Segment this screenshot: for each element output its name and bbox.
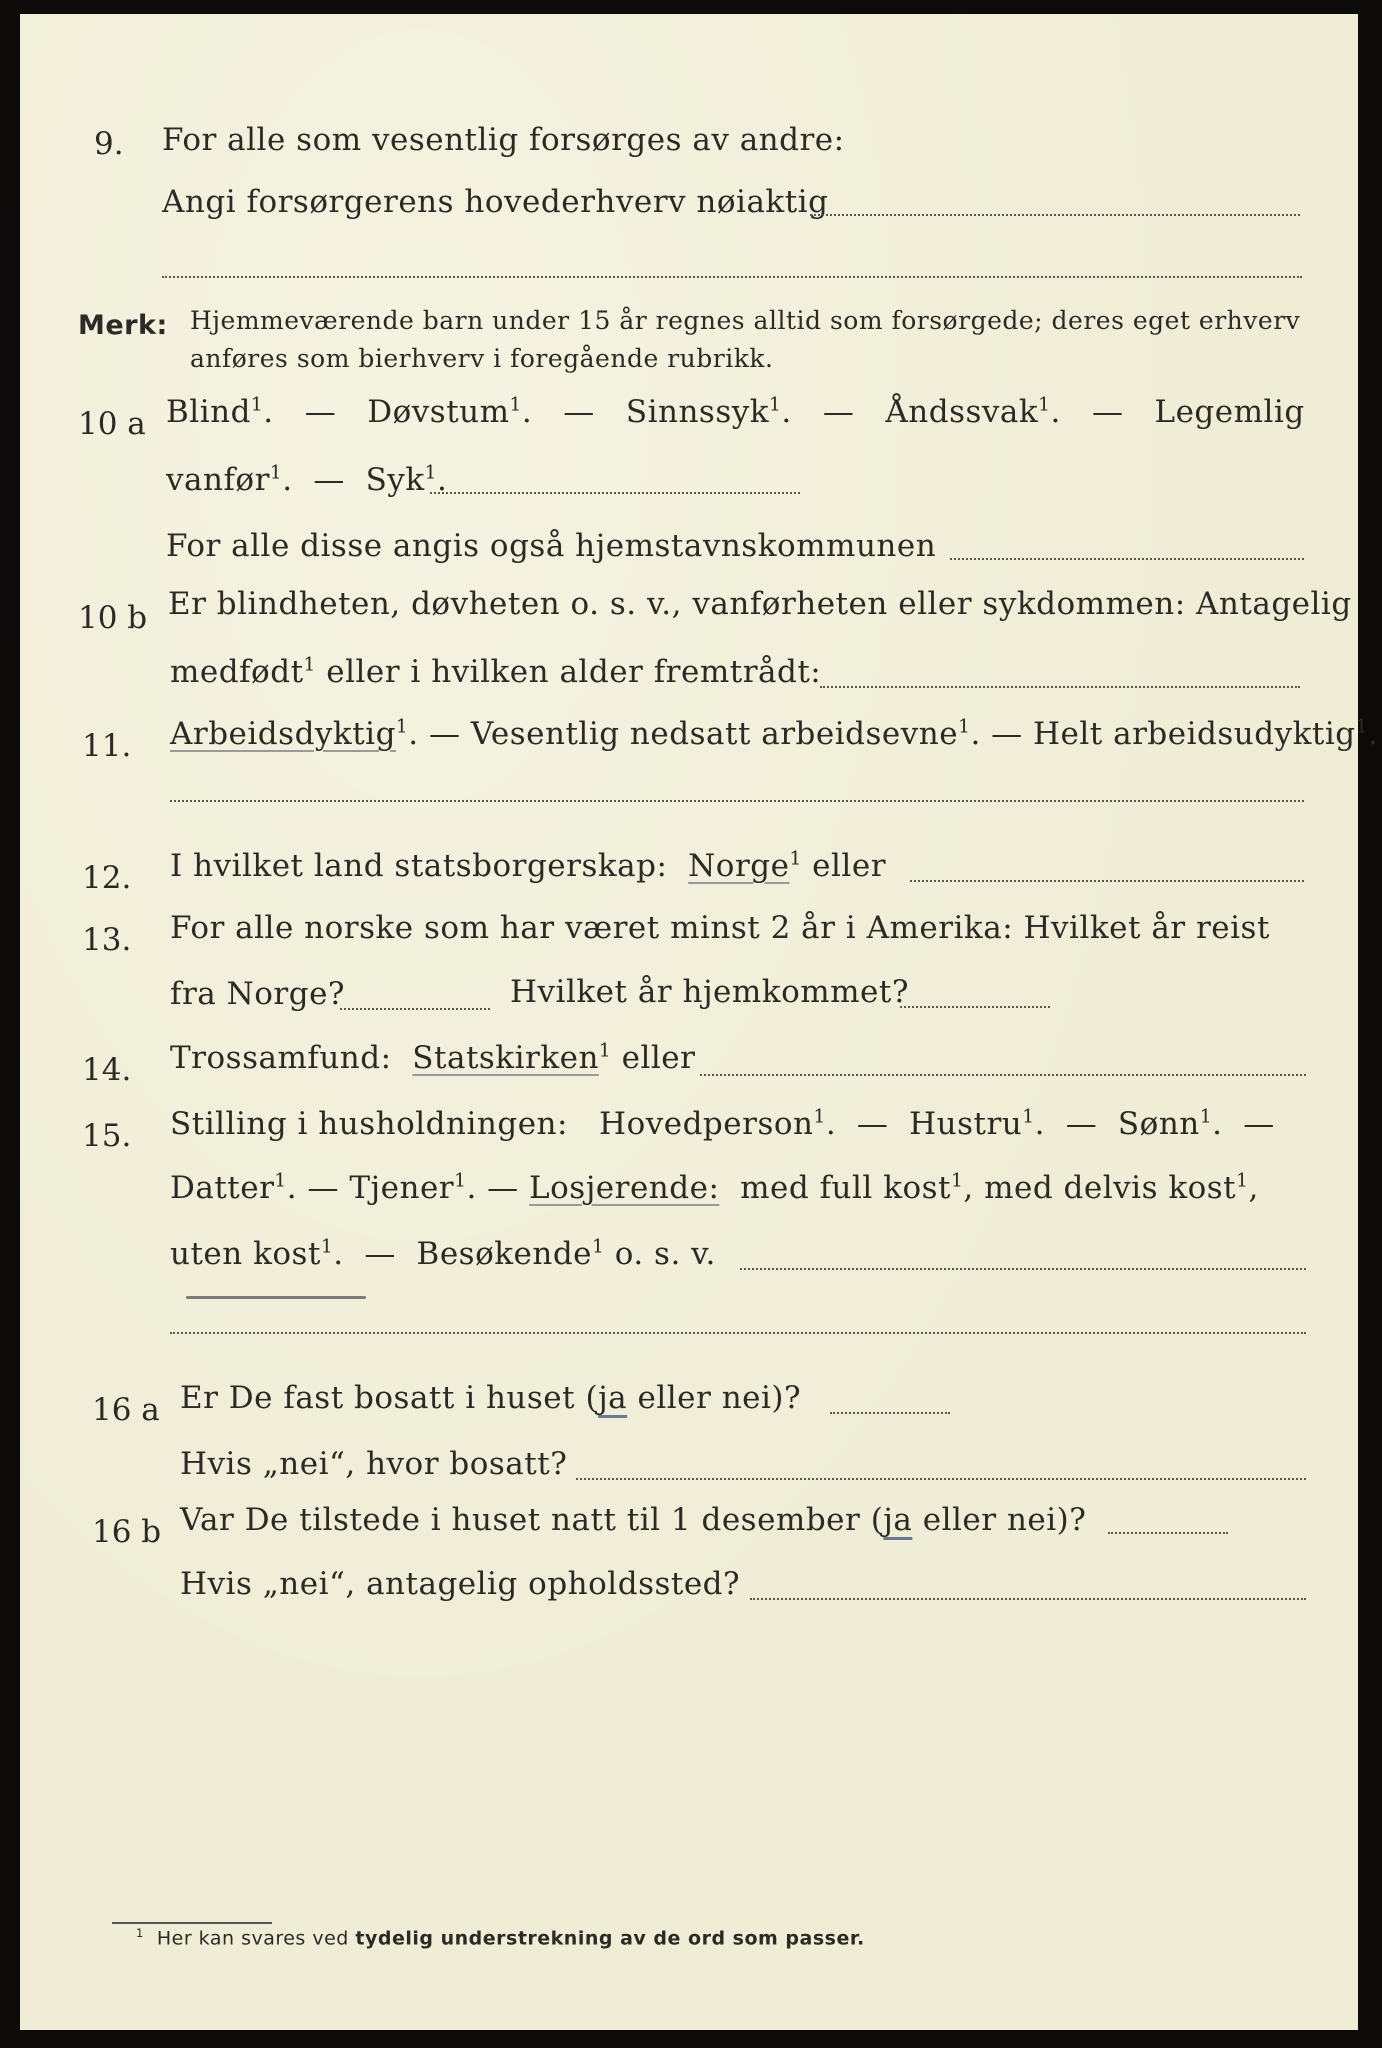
q9-number: 9. (94, 126, 124, 162)
q11-number: 11. (82, 728, 132, 764)
separator-dash: — (1065, 1106, 1098, 1142)
punct: . (286, 1170, 298, 1206)
q15-answer-line-2 (170, 1332, 1306, 1334)
opt-besokende: Besøkende (416, 1236, 593, 1272)
footnote-pre: Her kan svares ved (156, 1927, 349, 1950)
q12-eller: eller (812, 848, 887, 884)
opt-uten-kost: uten kost (170, 1236, 321, 1272)
separator-dash: — (563, 394, 595, 430)
q12-line (170, 848, 886, 884)
separator-dash: — (428, 716, 461, 752)
superscript: 1 (1236, 1170, 1249, 1192)
superscript: 1 (598, 1040, 612, 1062)
opt-losjerende: Losjerende: (529, 1170, 720, 1206)
opt-legemlig: Legemlig (1154, 394, 1305, 430)
superscript: 1 (769, 394, 782, 416)
opt-sinnssyk: Sinnssyk (625, 394, 770, 430)
superscript: 1 (592, 1236, 605, 1258)
q10b-line2 (170, 654, 821, 690)
q12-answer-line (910, 880, 1304, 882)
q15-label: Stilling i husholdningen: (170, 1106, 568, 1142)
separator-dash: — (822, 394, 855, 430)
q16a-question-post: eller nei)? (627, 1380, 802, 1416)
superscript: 1 (269, 462, 283, 484)
superscript: 1 (509, 394, 522, 416)
superscript: 1 (951, 1170, 964, 1192)
q10a-hjemstavn-line (950, 558, 1304, 560)
separator-dash: — (856, 1106, 889, 1142)
q14-eller: eller (621, 1040, 696, 1076)
q16b-hvis: Hvis „nei“, antagelig opholdssted? (180, 1566, 741, 1602)
q10a-line1 (166, 394, 1305, 430)
q15-answer-line (740, 1268, 1306, 1270)
q10a-line3: For alle disse angis også hjemstavnskommunen (166, 528, 937, 564)
punct: . (282, 462, 293, 498)
opt-ja: ja (598, 1380, 628, 1416)
opt-dovstum: Døvstum (367, 394, 510, 430)
merk-line2: anføres som bierhverv i foregående rubrikk. (190, 344, 774, 373)
q13-number: 13. (82, 922, 132, 958)
punct: . (825, 1106, 837, 1142)
superscript: 1 (1355, 716, 1368, 738)
opt-datter: Datter (170, 1170, 275, 1206)
opt-statskirken: Statskirken (412, 1040, 599, 1076)
punct: . (521, 394, 533, 430)
q10a-number: 10 a (78, 406, 146, 442)
q11-line (170, 716, 1378, 752)
census-form-page (20, 14, 1379, 2030)
separator-dash: — (304, 394, 337, 430)
merk-line1: Hjemmeværende barn under 15 år regnes alltid som forsørgede; deres eget erhverv (190, 306, 1301, 335)
q9-line1: For alle som vesentlig forsørges av andre: (162, 122, 845, 158)
punct: . (970, 716, 981, 752)
superscript: 1 (958, 716, 971, 738)
q16a-hvis-line (576, 1478, 1306, 1480)
opt-ja: ja (883, 1502, 913, 1538)
opt-udyktig: Helt arbeidsudyktig (1033, 716, 1356, 752)
separator-dash: — (1091, 394, 1124, 430)
opt-delvis-kost: med delvis kost (984, 1170, 1237, 1206)
q16b-question-post: eller nei)? (912, 1502, 1087, 1538)
q14-number: 14. (82, 1052, 132, 1088)
q16b-line1 (180, 1502, 1086, 1538)
q16b-question-pre: Var De tilstede i huset natt til 1 desember ( (180, 1502, 884, 1538)
punct: . (408, 716, 419, 752)
superscript: 1 (1038, 394, 1051, 416)
q13-hjemkommet-line (900, 1006, 1050, 1008)
q13-line1: For alle norske som har været minst 2 år i Amerika: Hvilket år reist (170, 910, 1270, 946)
q14-label: Trossamfund: (170, 1040, 392, 1076)
punct: . (333, 1236, 344, 1272)
opt-sonn: Sønn (1117, 1106, 1200, 1142)
q15-number: 15. (82, 1118, 132, 1154)
q10b-rest: eller i hvilken alder fremtrådt: (326, 654, 822, 690)
footnote-bold: tydelig understrekning av de ord som passer. (355, 1927, 865, 1950)
superscript: 1 (303, 654, 316, 676)
opt-osv: o. s. v. (614, 1236, 716, 1272)
opt-blind: Blind (166, 394, 251, 430)
superscript: 1 (250, 394, 264, 416)
q10b-number: 10 b (78, 600, 148, 636)
q13-reist-line (340, 1008, 490, 1010)
superscript: 1 (424, 462, 437, 484)
superscript: 1 (1199, 1106, 1213, 1128)
punct: . (1050, 394, 1061, 430)
q10a-line2 (166, 462, 447, 498)
q14-answer-line (700, 1074, 1306, 1076)
separator-dash: — (1243, 1106, 1275, 1142)
q15-line2: Datter$^1$. — Tjener$^1$. — Losjerende: med full kost$^1$, med delvis kost$^1$, (170, 1170, 1259, 1206)
q16a-hvis: Hvis „nei“, hvor bosatt? (180, 1446, 568, 1482)
q16b-hvis-line (750, 1598, 1306, 1600)
punct: . (1367, 716, 1379, 752)
q16b-number: 16 b (92, 1514, 162, 1550)
superscript: 1 (395, 716, 409, 738)
punct: . (263, 394, 274, 430)
opt-arbeidsdyktig: Arbeidsdyktig (170, 716, 396, 752)
opt-nedsatt: Vesentlig nedsatt arbeidsevne (470, 716, 959, 752)
opt-syk: Syk (365, 462, 425, 498)
q16a-line1 (180, 1380, 801, 1416)
punct: . (436, 462, 448, 498)
opt-hustru: Hustru (909, 1106, 1023, 1142)
opt-vanfor: vanfør (166, 462, 270, 498)
opt-norge: Norge (688, 848, 790, 884)
punct: . (466, 1170, 477, 1206)
footnote (136, 1926, 865, 1949)
opt-full-kost: med full kost (740, 1170, 952, 1206)
q15-line3 (170, 1236, 716, 1272)
q11-answer-line (170, 800, 1304, 802)
superscript: 1 (274, 1170, 287, 1192)
superscript: 1 (1022, 1106, 1035, 1128)
separator-dash: — (991, 716, 1023, 752)
separator-dash: — (364, 1236, 396, 1272)
q14-line (170, 1040, 695, 1076)
opt-medfodt: medfødt (170, 654, 304, 690)
separator-dash: — (307, 1170, 339, 1206)
q16a-number: 16 a (92, 1392, 160, 1428)
superscript: 1 (454, 1170, 467, 1192)
q16a-question-pre: Er De fast bosatt i huset ( (180, 1380, 599, 1416)
footnote-rule (112, 1922, 272, 1924)
opt-andssvak: Åndssvak (885, 394, 1039, 430)
q9-line2: Angi forsørgerens hovederhverv nøiaktig (162, 184, 829, 220)
q16a-answer-line (830, 1412, 950, 1414)
superscript: 1 (813, 1106, 826, 1128)
opt-tjener: Tjener (349, 1170, 455, 1206)
separator-dash: — (313, 462, 345, 498)
q13-fra-norge: fra Norge? (170, 976, 346, 1012)
q16b-answer-line (1108, 1532, 1228, 1534)
q9-answer-line-2 (162, 276, 1302, 278)
q10b-answer-line (820, 686, 1300, 688)
separator-dash: — (487, 1170, 519, 1206)
punct: . (781, 394, 792, 430)
punct: . (1034, 1106, 1045, 1142)
handwritten-underline (186, 1296, 366, 1299)
superscript: 1 (320, 1236, 334, 1258)
q15-line1 (170, 1106, 1275, 1142)
punct: . (1212, 1106, 1223, 1142)
q9-answer-line (810, 214, 1300, 216)
opt-hovedperson: Hovedperson (599, 1106, 814, 1142)
q10a-answer-line (430, 492, 800, 494)
q12-number: 12. (82, 860, 132, 896)
merk-label: Merk: (78, 310, 168, 341)
footnote-marker: 1 (136, 1926, 144, 1940)
q10b-line1: Er blindheten, døvheten o. s. v., vanførheten eller sykdommen: Antagelig (168, 586, 1352, 622)
q12-text: I hvilket land statsborgerskap: (170, 848, 668, 884)
q13-hjemkommet: Hvilket år hjemkommet? (510, 974, 909, 1010)
superscript: 1 (789, 848, 802, 870)
